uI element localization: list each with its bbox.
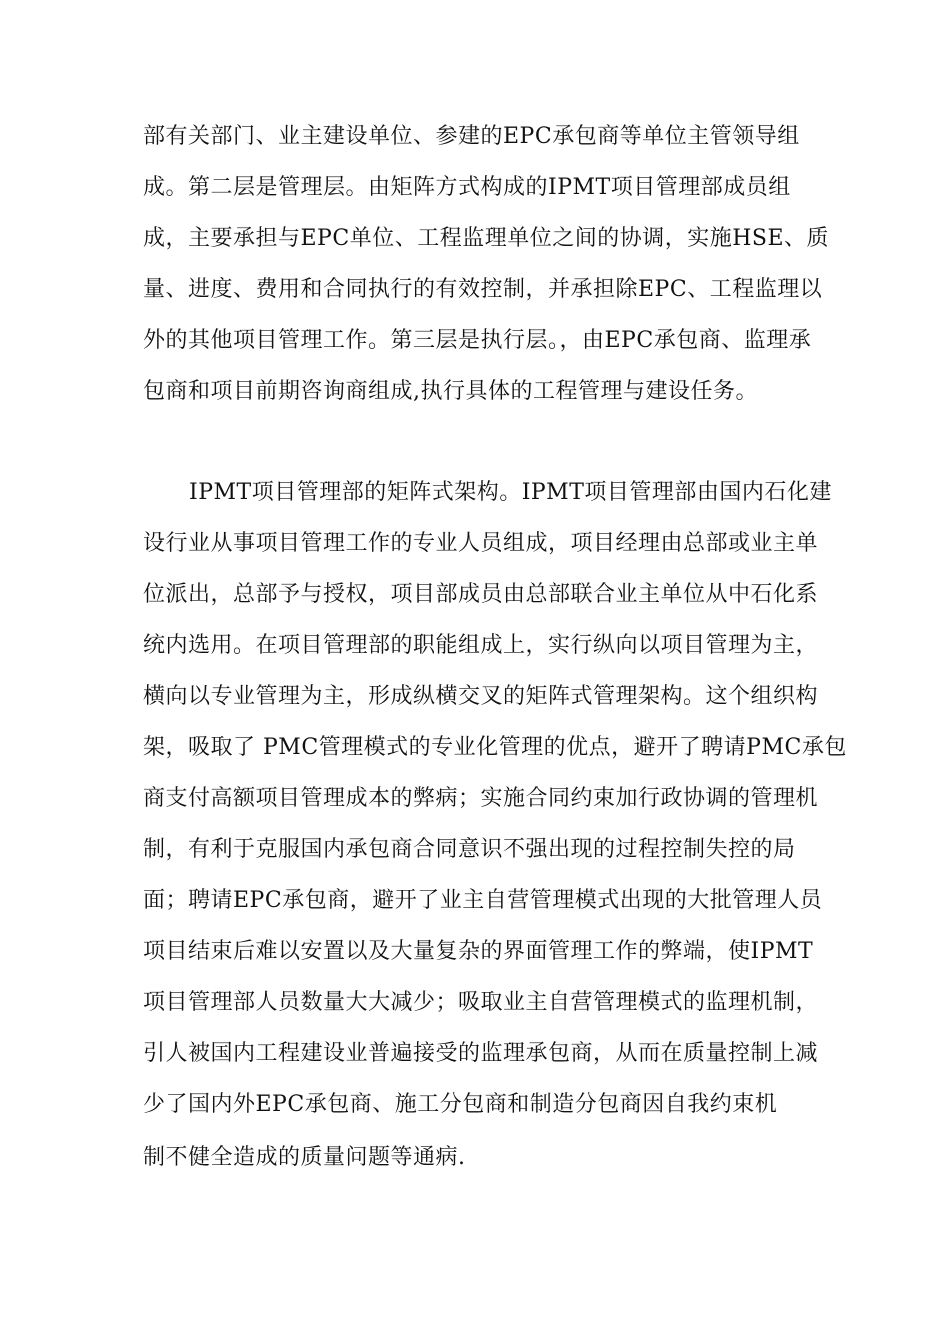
paragraph-2-line-1: IPMT项目管理部的矩阵式架构。IPMT项目管理部由国内石化建 — [189, 480, 832, 505]
paragraph-1-line-2: 成。第二层是管理层。由矩阵方式构成的IPMT项目管理部成员组 — [143, 175, 791, 200]
paragraph-1-line-4: 量、进度、费用和合同执行的有效控制，并承担除EPC、工程监理以 — [143, 277, 823, 302]
paragraph-1-line-6: 包商和项目前期咨询商组成,执行具体的工程管理与建设任务。 — [143, 379, 758, 404]
paragraph-2-line-3: 位派出，总部予与授权，项目部成员由总部联合业主单位从中石化系 — [143, 582, 819, 607]
paragraph-2-line-8: 制，有利于克服国内承包商合同意识不强出现的过程控制失控的局 — [143, 837, 796, 862]
paragraph-2-line-5: 横向以专业管理为主，形成纵横交叉的矩阵式管理架构。这个组织构 — [143, 684, 819, 709]
paragraph-1-line-3: 成，主要承担与EPC单位、工程监理单位之间的协调，实施HSE、质 — [143, 226, 830, 251]
paragraph-2-line-12: 引人被国内工程建设业普遍接受的监理承包商，从而在质量控制上减 — [143, 1041, 819, 1066]
paragraph-2-line-2: 设行业从事项目管理工作的专业人员组成，项目经理由总部或业主单 — [143, 531, 819, 556]
paragraph-2-line-6: 架，吸取了 PMC管理模式的专业化管理的优点，避开了聘请PMC承包 — [143, 735, 847, 760]
paragraph-2-line-10: 项目结束后难以安置以及大量复杂的界面管理工作的弊端，使IPMT — [143, 939, 814, 964]
paragraph-2-line-13: 少了国内外EPC承包商、施工分包商和制造分包商因自我约束机 — [143, 1092, 778, 1117]
paragraph-2-line-11: 项目管理部人员数量大大减少；吸取业主自营管理模式的监理机制， — [143, 990, 819, 1015]
paragraph-2-line-7: 商支付高额项目管理成本的弊病；实施合同约束加行政协调的管理机 — [143, 786, 819, 811]
paragraph-1-line-5: 外的其他项目管理工作。第三层是执行层。，由EPC承包商、监理承 — [143, 328, 812, 353]
paragraph-2-line-9: 面；聘请EPC承包商，避开了业主自营管理模式出现的大批管理人员 — [143, 888, 823, 913]
paragraph-2-line-14: 制不健全造成的质量问题等通病. — [143, 1145, 466, 1170]
paragraph-1-line-1: 部有关部门、业主建设单位、参建的EPC承包商等单位主管领导组 — [143, 124, 800, 149]
paragraph-2-line-4: 统内选用。在项目管理部的职能组成上，实行纵向以项目管理为主， — [143, 633, 819, 658]
